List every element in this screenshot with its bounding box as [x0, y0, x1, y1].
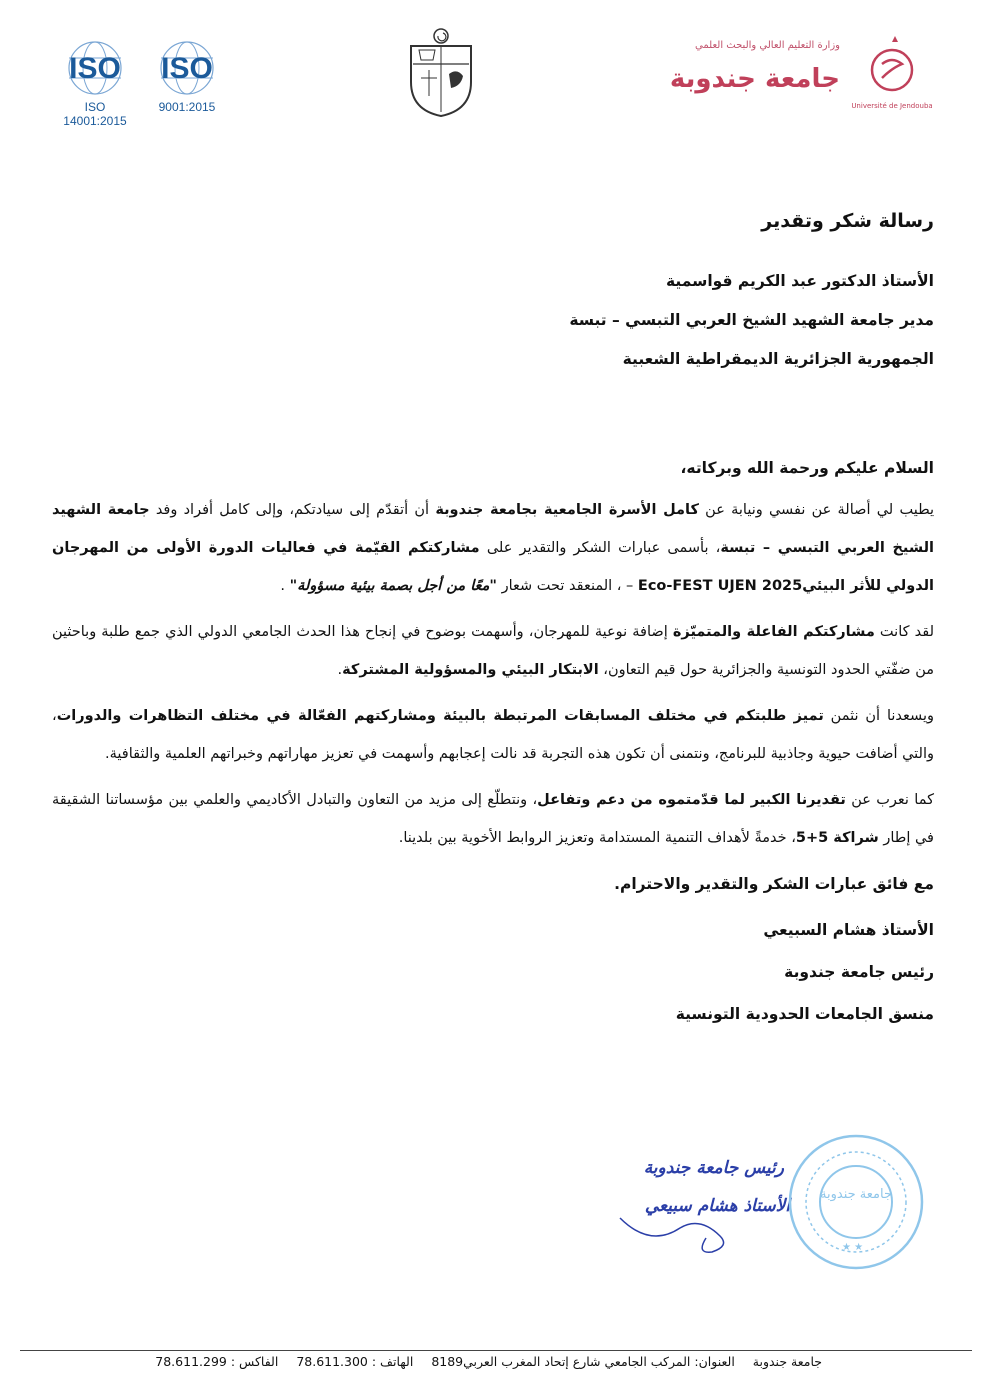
recipient-name: الأستاذ الدكتور عبد الكريم قواسمية	[665, 272, 934, 290]
iso-text: ISO	[161, 52, 213, 85]
letterhead	[0, 0, 992, 160]
iso-14001-logo	[55, 40, 135, 128]
tunisia-emblem-icon	[405, 26, 477, 118]
greeting: السلام عليكم ورحمة الله وبركاته،	[680, 459, 934, 477]
signer-role: رئيس جامعة جندوبة	[784, 963, 934, 981]
p1-bold: كامل الأسرة الجامعية بجامعة جندوبة	[435, 502, 699, 518]
signer-name: الأستاذ هشام السبيعي	[763, 921, 934, 939]
iso-14001-label: ISO 14001:2015	[63, 100, 127, 128]
p1-bold: مشاركتكم القيّمة في فعاليات الدورة الأولى من المهرجان الدولي للأثر البيئي	[52, 540, 934, 594]
event-slogan: "معًا من أجل بصمة بيئية مسؤولة"	[289, 578, 497, 594]
logo-caption: Université de Jendouba	[852, 102, 932, 110]
letter-body	[52, 210, 934, 1035]
iso-text: ISO	[69, 52, 121, 85]
signer-role-2: منسق الجامعات الحدودية التونسية	[675, 1005, 934, 1023]
p2-text: .	[337, 662, 343, 678]
p1-text: .	[280, 578, 290, 594]
footer-address: العنوان: المركب الجامعي شارع إتحاد المغرب العربي8189	[431, 1354, 735, 1369]
stamp-text: جامعة جندوبة	[820, 1187, 892, 1202]
p1-text: – ، المنعقد تحت شعار	[496, 578, 638, 594]
p2-bold: الابتكار البيئي والمسؤولية المشتركة	[342, 662, 599, 678]
p1-text: أن أتقدّم إلى سيادتكم، وإلى كامل أفراد وفد	[149, 502, 436, 518]
recipient-role: مدير جامعة الشهيد الشيخ العربي التبسي – تبسة	[569, 311, 934, 329]
event-name: Eco-FEST UJEN 2025	[637, 578, 803, 594]
university-name: جامعة جندوبة	[669, 64, 840, 94]
paragraph-2	[52, 613, 934, 689]
p1-bold: جامعة الشهيد الشيخ العربي التبسي – تبسة	[52, 502, 934, 556]
p2-text: لقد كانت	[874, 624, 934, 640]
paragraph-4	[52, 781, 934, 857]
handwritten-signature	[600, 1148, 790, 1258]
footer-fax: الفاكس : 78.611.299	[155, 1354, 279, 1369]
p4-text: ، خدمةً لأهداف التنمية المستدامة وتعزيز الروابط الأخوية بين بلدينا.	[398, 830, 796, 846]
globe-icon	[57, 40, 133, 96]
p4-text: كما نعرب عن	[845, 792, 934, 808]
official-stamp-icon	[786, 1132, 926, 1272]
p1-text: يطيب لي أصالة عن نفسي ونيابة عن	[698, 502, 935, 518]
recipient-country: الجمهورية الجزائرية الديمقراطية الشعبية	[622, 350, 934, 368]
p4-bold: شراكة 5+5	[795, 830, 879, 846]
footer-org: جامعة جندوبة	[752, 1354, 822, 1369]
paragraph-3	[52, 697, 934, 773]
paragraph-1	[52, 491, 934, 605]
iso-9001-label: 9001:2015	[158, 100, 216, 114]
iso-9001-logo	[147, 40, 227, 125]
p3-text: ، والتي أضافت حيوية وجاذبية للبرنامج، ونتمنى أن تكون هذه التجربة قد نالت إعجابهم وأسهمت في تعزيز مهاراتهم وخبراتهم العلمية والثقافية.	[52, 708, 934, 762]
university-emblem-icon	[852, 28, 932, 114]
signature-block	[52, 909, 934, 1035]
handwritten-line-1: رئيس جامعة جندوبة	[643, 1158, 784, 1178]
globe-icon	[149, 40, 225, 96]
university-logo	[642, 28, 932, 118]
footer	[40, 1354, 822, 1369]
footer-phone: الهاتف : 78.611.300	[296, 1354, 414, 1369]
closing-line: مع فائق عبارات الشكر والتقدير والاحترام.	[614, 875, 934, 893]
p4-bold: تقديرنا الكبير لما قدّمتموه من دعم وتفاعل	[537, 792, 846, 808]
svg-text:★ ★: ★ ★	[842, 1242, 864, 1253]
p1-text: ، بأسمى عبارات الشكر والتقدير على	[479, 540, 721, 556]
p3-bold: تميز طلبتكم في مختلف المسابقات المرتبطة بالبيئة ومشاركتهم الفعّالة في مختلف التظاهرات والدورات	[56, 708, 824, 724]
ministry-label: وزارة التعليم العالي والبحث العلمي	[695, 40, 840, 51]
p2-bold: مشاركتكم الفاعلة والمتميّزة	[672, 624, 875, 640]
footer-divider	[20, 1350, 972, 1351]
handwritten-line-2: الأستاذ هشام سبيعي	[644, 1196, 790, 1216]
p2-text: إضافة نوعية للمهرجان، وأسهمت بوضوح في إنجاح هذا الحدث الجامعي الدولي الذي جمع طلبة وباحثين من ضفّتي الحدود التونسية والجزائرية حول قيم التعاون،	[52, 624, 934, 678]
p3-text: ويسعدنا أن نثمن	[823, 708, 934, 724]
p4-text: ، ونتطلّع إلى مزيد من التعاون والتبادل الأكاديمي والعلمي بين مؤسساتنا الشقيقة في إطار	[52, 792, 934, 846]
letter-title: رسالة شكر وتقدير	[761, 210, 934, 232]
